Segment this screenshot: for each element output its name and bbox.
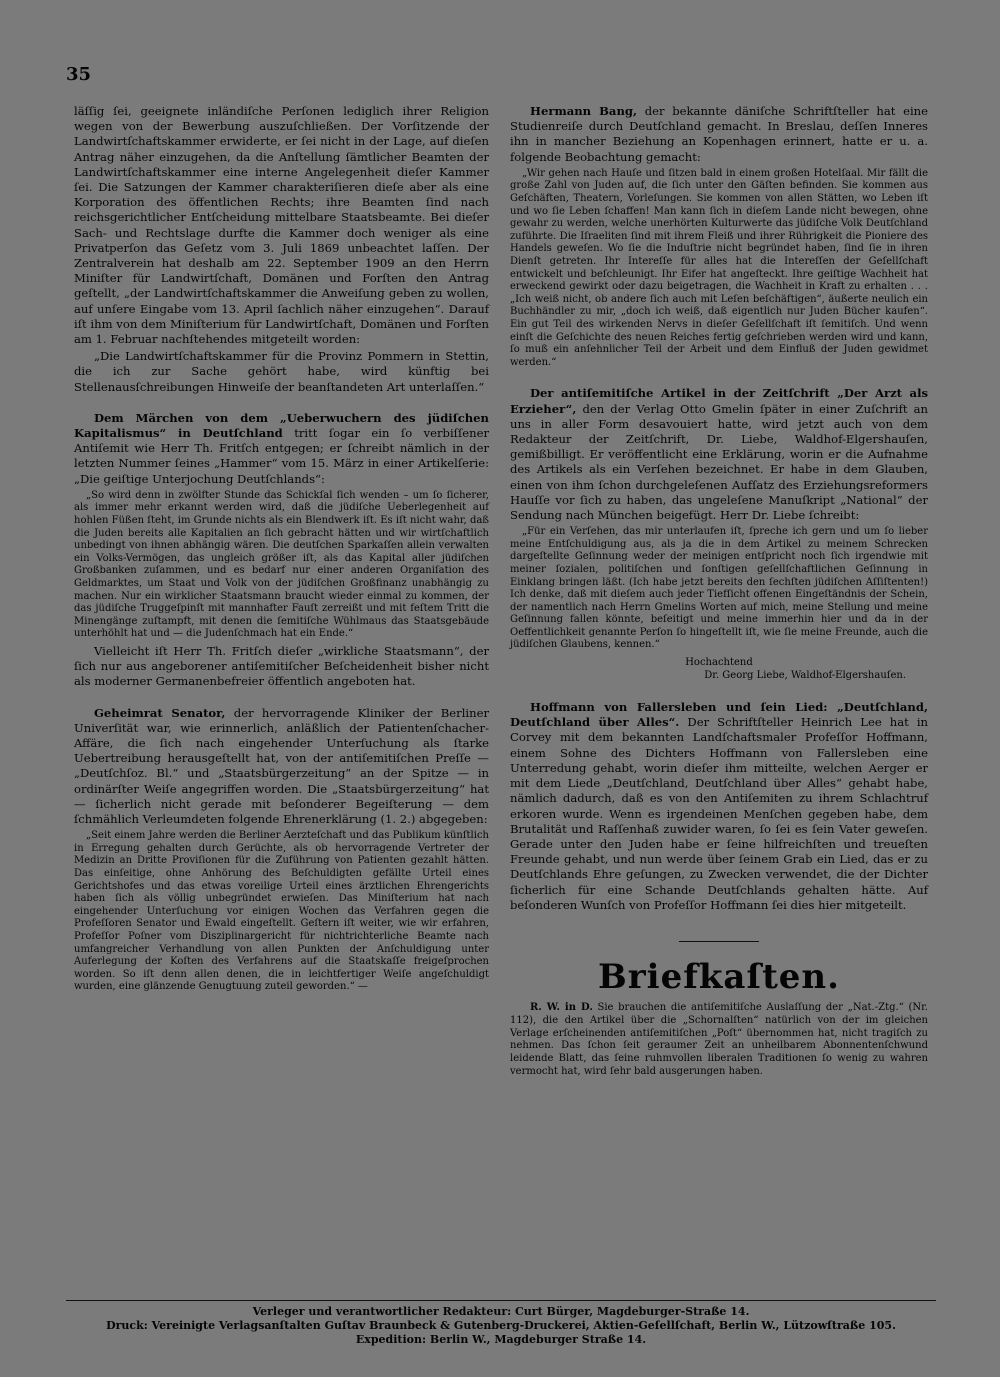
fritsch-commentary: Vielleicht iſt Herr Th. Fritſch dieſer „wirkliche Staatsmann“, der ſich nur aus angeborener antiſemitiſcher Beſcheidenheit bisher nicht als moderner Germanenbefreier öffentlich angeboten hat. <box>74 644 489 689</box>
article-senator-body: der hervorragende Kliniker der Berliner Univerſität war, wie erinnerlich, anläßlich der Patientenſchacher-Affäre, die ſich nach eingehender Unterſuchung als ſtarke Uebertreibung herausgeſtellt hat, von der antiſemitiſchen Preſſe — „Deutſchſoz. Bl.“ und „Staatsbürgerzeitung“ an der Spitze — in ordinärſter Weiſe angegriffen worden. Die „Staatsbürgerzeitung“ hat — ſicherlich nicht gerade mit beſonderer Begeiſterung — dem ſchmählich Verleumdeten folgende Ehrenerklärung (1. 2.) abgegeben: <box>74 705 489 827</box>
article-hoffmann-heading: Hoffmann von Fallersleben und ſein Lied: „Deutſchland, Deutſchland über Alles“. <box>510 700 928 730</box>
spacer <box>510 372 928 386</box>
imprint-printer: Druck: Vereinigte Verlagsanſtalten Guſtav Braunbeck & Gutenberg-Druckerei, Aktien-Geſellſchaft, Berlin W., Lützowſtraße 105. <box>106 1319 896 1332</box>
page-number: 35 <box>66 64 92 85</box>
right-column <box>510 104 928 1081</box>
article-bang-body: der bekannte däniſche Schriftſteller hat eine Studienreiſe durch Deutſchland gemacht. In Breslau, deſſen Inneres ihn in mancher Beziehung an Kopenhagen erinnert, hatte er u. a. folgende Beobachtung gemacht: <box>510 104 929 164</box>
article-fritsch-body: tritt ſogar ein ſo verbiſſener Antiſemit wie Herr Th. Fritſch entgegen; er ſchreibt nämlich in der letzten Nummer ſeines „Hammer“ vom 15. März in einer Artikelſerie: „Die geiſtige Unterjochung Deutſchlands“: <box>74 426 489 486</box>
ministry-quote: „Die Landwirtſchaftskammer für die Provinz Pommern in Stettin, die ich zur Sache gehört habe, wird künftig bei Stellenausſchreibungen Hinweiſe der beanſtandeten Art unterlaſſen.“ <box>74 349 489 394</box>
article-hoffmann <box>510 700 928 913</box>
ehrenerklaerung-quote: „Seit einem Jahre werden die Berliner Aerzteſchaft und das Publikum künſtlich in Erregung gehalten durch Gerüchte, als ob hervorragende Vertreter der Medizin an Dritte Proviſionen für die Zuführung von Patienten gezahlt hätten. Das einſeitige, ohne Anhörung des Beſchuldigten gefällte Urteil eines Gerichtshofes und das etwas voreilige Urteil eines ärztlichen Ehrengerichts haben ſich als völlig unbegründet erwieſen. Das Miniſterium hat nach eingehender Unterſuchung vor einigen Wochen das Verfahren gegen die Profeſſoren Senator und Ewald eingeſtellt. Geſtern iſt weiter, wie wir erfahren, Profeſſor Poſner vom Disziplinargericht für nichtrichterliche Beamte nach umfangreicher Verhandlung von allen Punkten der Anſchuldigung unter Auferlegung der Koſten des Verfahrens auf die Staatskaſſe freigeſprochen worden. So iſt denn allen denen, die in leichtfertiger Weiſe angeſchuldigt wurden, eine glänzende Genugtuung zuteil geworden.“ — <box>74 830 489 993</box>
article-fritsch <box>74 411 489 487</box>
left-column <box>74 104 489 997</box>
spacer <box>74 692 489 706</box>
article-arzt-heading: Der antiſemitiſche Artikel in der Zeitſchrift „Der Arzt als Erzieher“, <box>510 386 928 416</box>
spacer <box>510 686 928 700</box>
hammer-quote: „So wird denn in zwölfter Stunde das Schickſal ſich wenden – um ſo ſicherer, als immer mehr erkannt werden wird, daß die jüdiſche Ueberlegenheit auf hohlen Füßen ſteht, im Grunde nichts als ein Blendwerk iſt. Es iſt nicht wahr, daß die Juden bereits alle Kapitalien an ſich gebracht hätten und wir wirtſchaftlich unbedingt von ihnen abhängig wären. Die deutſchen Sparkaſſen allein verwalten ein Volks-Vermögen, das ungleich größer iſt, als das Kapital aller jüdiſchen Großbanken zuſammen, und es bedarf nur einer anderen Organiſation des Geldmarktes, um Staat und Volk von der jüdiſchen Großfinanz unabhängig zu machen. Nur ein wirklicher Staatsmann braucht wieder einmal zu kommen, der das jüdiſche Truggeſpinſt mit mannhafter Fauſt zerreißt und mit feſtem Tritt die Minengänge zuſtampft, mit denen die ſemitiſche Wühlmaus das Staatsgebäude unterhöhlt hat und — die Judenſchmach hat ein Ende.“ <box>74 489 489 640</box>
article-bang-heading: Hermann Bang, <box>530 104 638 118</box>
imprint-expedition: Expedition: Berlin W., Magdeburger Straße 14. <box>355 1333 647 1346</box>
footer-rule <box>66 1300 936 1301</box>
article-bang <box>510 104 928 165</box>
article-arzt-body: den der Verlag Otto Gmelin ſpäter in einer Zuſchrift an uns in aller Form desavouiert hatte, wird jetzt auch von dem Redakteur der Zeitſchrift, Dr. Liebe, Waldhof-Elgershauſen, gemißbilligt. Er veröffentlicht eine Erklärung, worin er die Aufnahme des Artikels als ein Verſehen bezeichnet. Er habe in dem Glauben, einen von ihm ſchon durchgeleſenen Aufſatz des Erziehungsreformers Hauſſe vor ſich zu haben, das ungeleſene Manuſkript „National“ der Sendung nach München beigefügt. Herr Dr. Liebe ſchreibt: <box>510 401 929 522</box>
article-hoffmann-body: Der Schriftſteller Heinrich Lee hat in Corvey mit dem bekannten Landſchaftsmaler Profeſſor Hoffmann, einem Sohne des Dichters Hoffmann von Fallersleben eine Unterredung gehabt, worin dieſer ihm mitteilte, welchen Aerger er mit dem Liede „Deutſchland, Deutſchland über Alles“ gehabt habe, nämlich dadurch, daß es von den Antiſemiten zu ihrem Schlachtruf erkoren wurde. Wenn es irgendeinen Menſchen gegeben habe, dem Brutalität und Raſſenhaß zuwider waren, ſo ſei es ſein Vater geweſen. Gerade unter den Juden habe er ſeine hilfreichſten und treueſten Freunde gehabt, und nun werde über ſeinem Grab ein Lied, das er zu Deutſchlands Ehre geſungen, zu Zwecken verwendet, die der Dichter ſicherlich für eine Schande Deutſchlands gehalten hätte. Auf beſonderen Wunſch von Profeſſor Hoffmann ſei dies hier mitgeteilt. <box>510 715 929 912</box>
briefkasten-text: Sie brauchen die antiſemitiſche Auslaſſung der „Nat.-Ztg.“ (Nr. 112), die den Artikel über die „Schornalſten“ natürlich von der im gleichen Verlage erſcheinenden antiſemitiſchen „Poſt“ übernommen hat, nicht tragiſch zu nehmen. Das ſchon ſeit geraumer Zeit an unheilbarem Abonnentenſchwund leidende Blatt, das ſeine ruhmvollen liberalen Traditionen ſo wenig zu wahren vermocht hat, wird ſehr bald ausgerungen haben. <box>510 1001 928 1077</box>
article-senator <box>74 706 489 828</box>
article-fritsch-heading: Dem Märchen von dem „Ueberwuchern des jüdiſchen Kapitalismus“ in Deutſchland <box>74 410 489 441</box>
briefkasten-title: Briefkaſten. <box>598 956 840 997</box>
imprint <box>66 1305 936 1347</box>
liebe-quote: „Für ein Verſehen, das mir unterlaufen iſt, ſpreche ich gern und um ſo lieber meine Entſchuldigung aus, als ja die in dem Artikel zu meinem Schrecken dargeſtellte Geſinnung weder der meinigen entſpricht noch ſich irgendwie mit meiner ſozialen, politiſchen und ſonſtigen geſellſchaftlichen Geſinnung in Einklang bringen läßt. (Ich habe jetzt bereits den ſechſten jüdiſchen Aſſiſtenten!) Ich denke, daß mit dieſem auch jeder Tiefſicht offenen Eingeſtändnis der Schein, der namentlich nach Herrn Gmelins Worten auf mich, meine Stellung und meine Geſinnung fallen könnte, beſeitigt und meine immerhin hier und da in der Oeffentlichkeit genannte Perſon ſo hingeſtellt iſt, wie ſie meine Freunde, auch die jüdiſchen Glaubens, kennen.“ <box>510 526 928 651</box>
bang-quote: „Wir gehen nach Hauſe und ſitzen bald in einem großen Hotelſaal. Mir fällt die große Zahl von Juden auf, die ſich unter den Gäſten befinden. Sie kommen aus Geſchäften, Theatern, Vorleſungen. Sie kommen von allen Stätten, wo Leben iſt und wo ſie Leben ſchaffen! Man kann ſich in dieſem Lande nicht bewegen, ohne gewahr zu werden, welche unerhörten Kulturwerte das jüdiſche Volk Deutſchland zuführte. Die Iſraeliten ſind mit ihrem Fleiß und ihrer Rührigkeit die Pioniere des Handels geweſen. Wo ſie die Induſtrie nicht begründet haben, ſind ſie in ihren Dienſt getreten. Ihr Intereſſe für alles hat die Intereſſen der Geſellſchaft entwickelt und beſchleunigt. Ihr Eifer hat angeſteckt. Ihre geiſtige Wachheit hat erweckend gewirkt oder dazu beigetragen, die Wachheit in Kraft zu erhalten . . . „Ich weiß nicht, ob andere ſich auch mit Leſen beſchäftigen“, äußerte neulich ein Buchhändler zu mir, „doch ich weiß, daß eigentlich nur Juden Bücher kaufen“. Ein gut Teil des wirkenden Nervs in dieſer Geſellſchaft iſt ſemitiſch. Und wenn einſt die Geſchichte des neuen Reiches fertig geſchrieben werden wird und kann, ſo muß ein anſehnlicher Teil der Arbeit und dem Einfluß der Juden gewidmet werden.“ <box>510 167 928 368</box>
spacer <box>74 397 489 411</box>
signature-greeting: Hochachtend <box>685 657 753 669</box>
imprint-publisher: Verleger und verantwortlicher Redakteur: Curt Bürger, Magdeburger-Straße 14. <box>252 1305 750 1318</box>
article-arzt <box>510 386 928 523</box>
briefkasten-entry <box>510 1002 928 1079</box>
briefkasten-addressee: R. W. in D. <box>530 1001 593 1013</box>
article-continuation: läſſig ſei, geeignete inländiſche Perſonen lediglich ihrer Religion wegen von der Bewerbung auszuſchließen. Der Vorſitzende der Landwirtſchaftskammer erwiderte, er ſei nicht in der Lage, auf dieſen Antrag näher einzugehen, da die Anſtellung ſämtlicher Beamten der Landwirtſchaftskammer eine interne Angelegenheit dieſer Kammer ſei. Die Satzungen der Kammer charakteriſieren dieſe aber als eine Korporation des öffentlichen Rechts; ihre Beamten ſind nach reichsgerichtlicher Entſcheidung mittelbare Staatsbeamte. Bei dieſer Sach- und Rechtslage durfte die Kammer doch weniger als eine Privatperſon das Geſetz vom 3. Juli 1869 unbeachtet laſſen. Der Zentralverein hat deshalb am 22. September 1909 an den Herrn Miniſter für Landwirtſchaft, Domänen und Forſten den Antrag geſtellt, „der Landwirtſchaftskammer die Anweiſung geben zu wollen, auf unſere Eingabe vom 13. April ſachlich näher einzugehen“. Darauf iſt ihm von dem Miniſterium für Landwirtſchaft, Domänen und Forſten am 1. Februar nachſtehendes mitgeteilt worden: <box>74 104 489 347</box>
section-divider <box>679 941 759 942</box>
signature-name: Dr. Georg Liebe, Waldhof-Elgershauſen. <box>704 670 906 682</box>
article-senator-heading: Geheimrat Senator, <box>94 705 226 720</box>
